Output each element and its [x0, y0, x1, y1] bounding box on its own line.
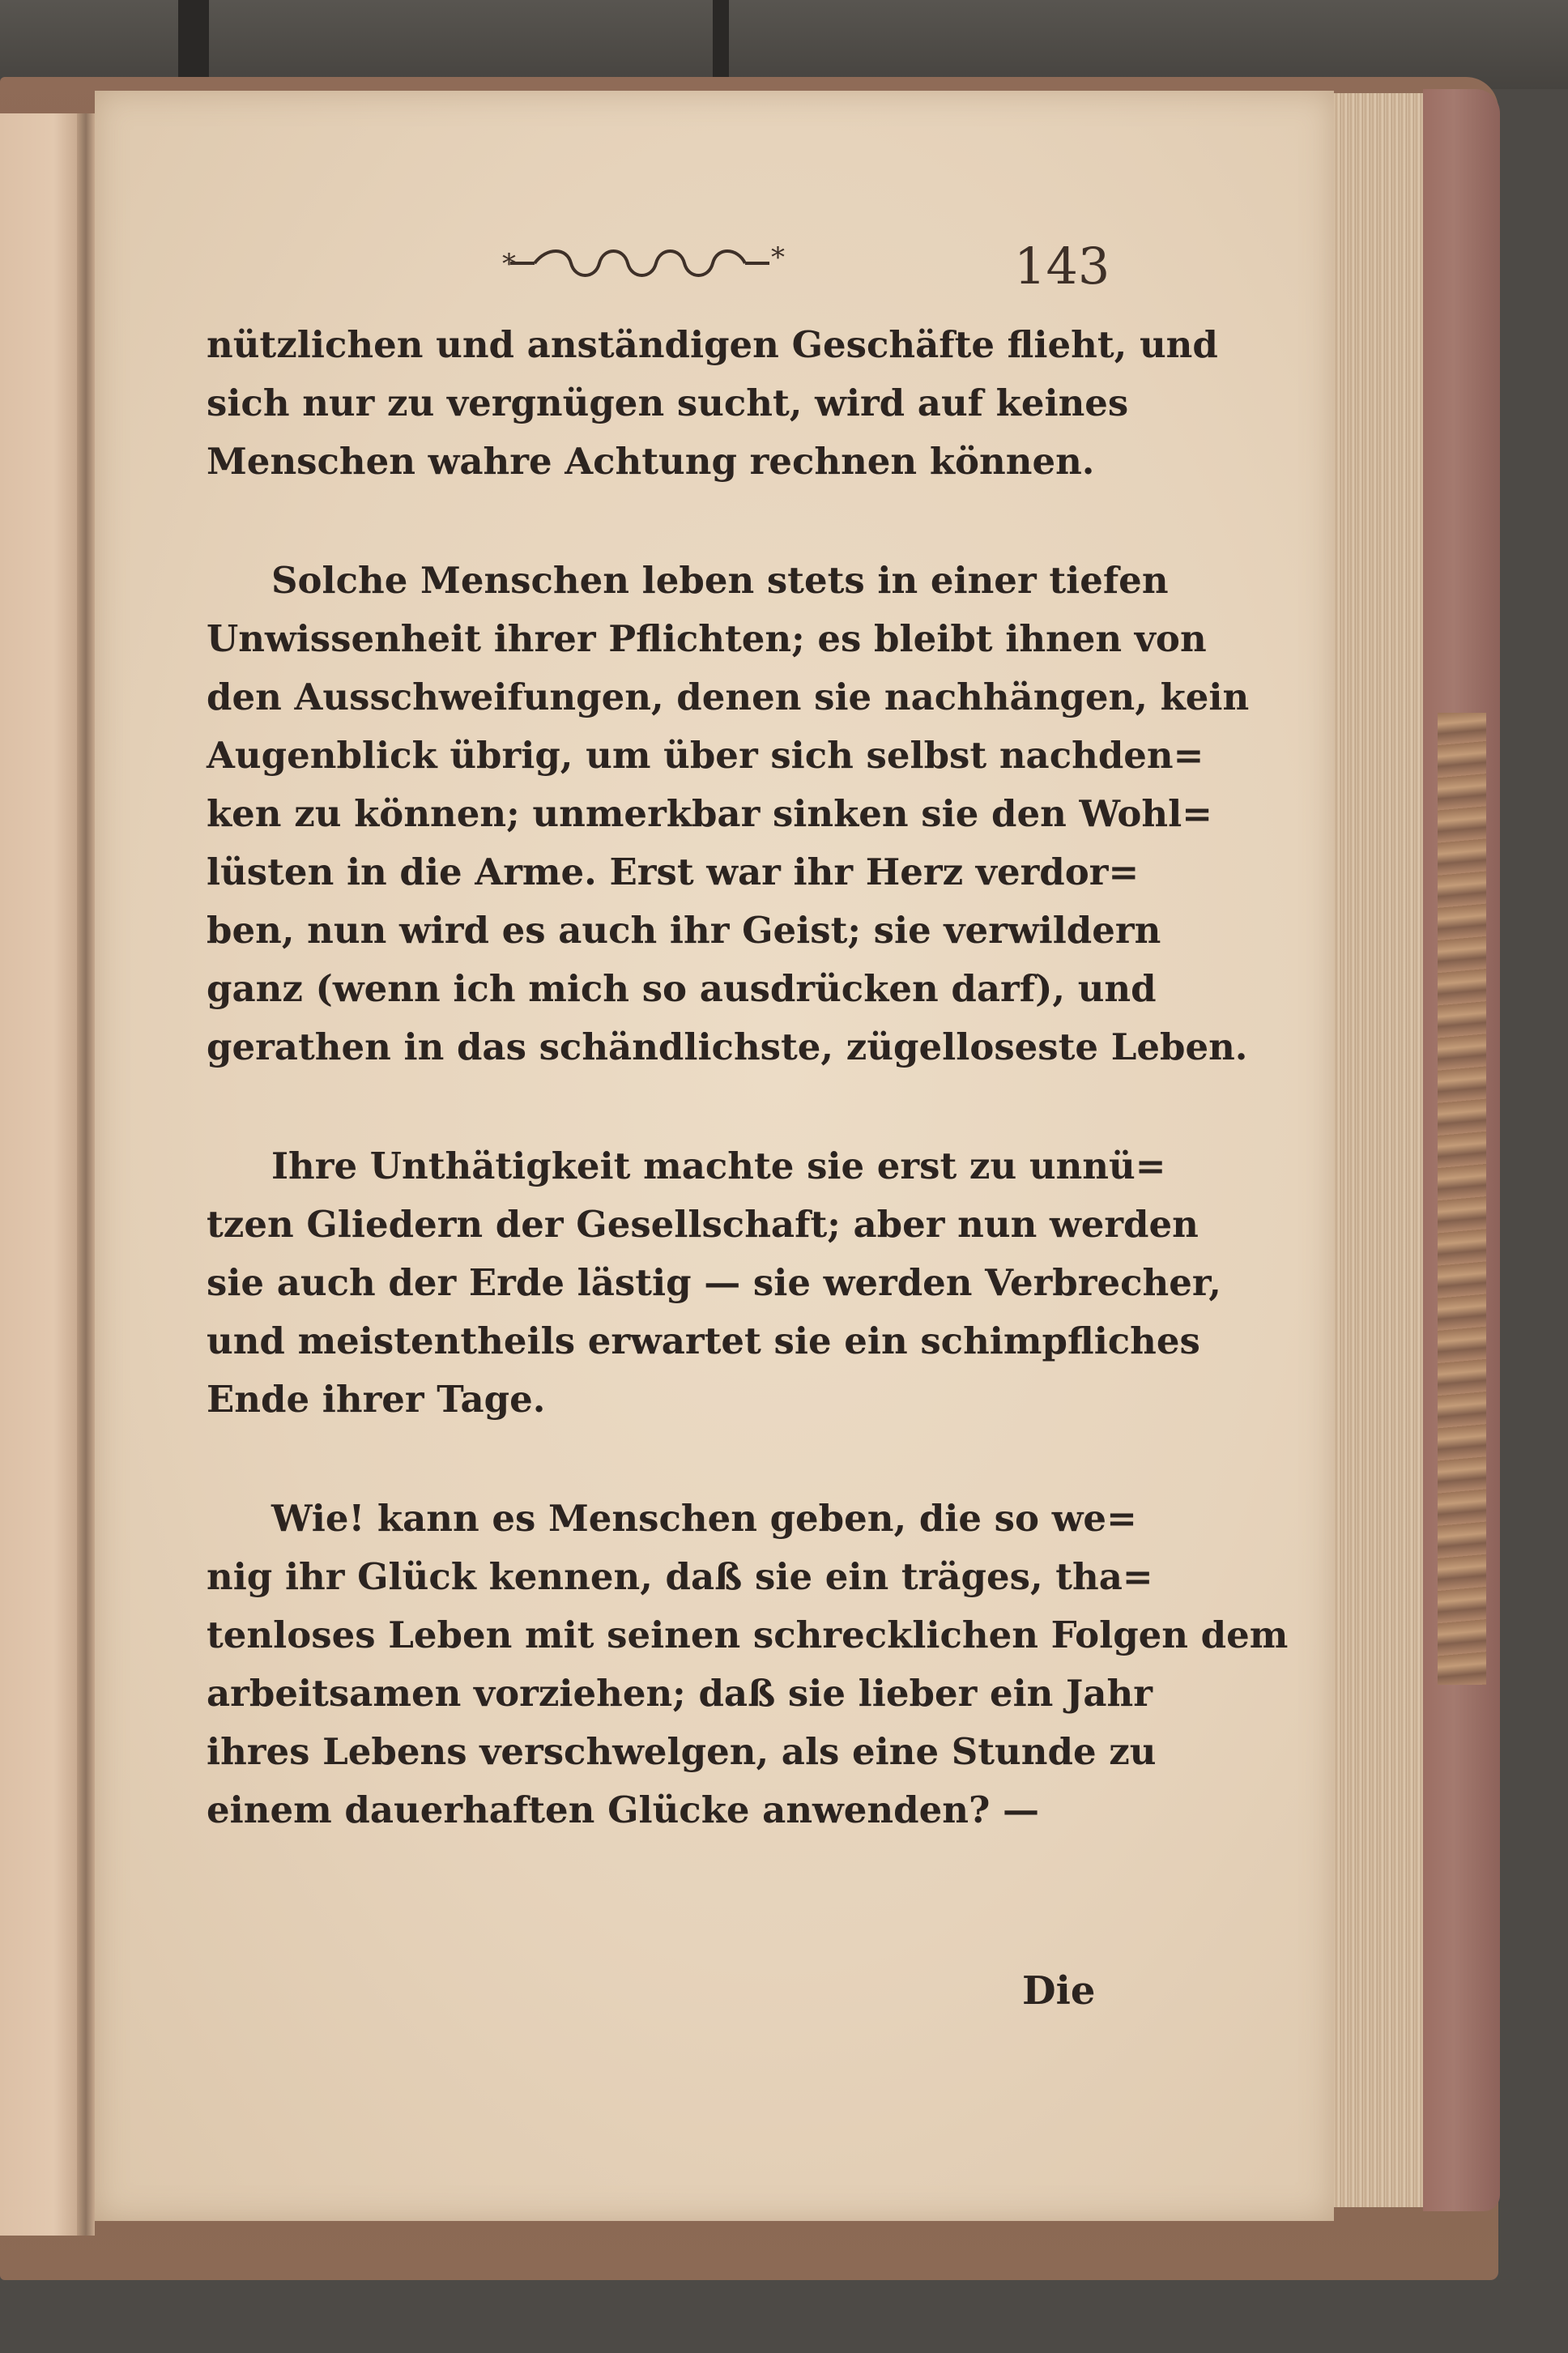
scan-dark-bar: [178, 0, 209, 89]
text-line: ben, nun wird es auch ihr Geist; sie verwildern: [207, 909, 1161, 952]
marbled-cover-pattern: [1438, 713, 1486, 1685]
book-gutter: [77, 113, 95, 2236]
text-line: Augenblick übrig, um über sich selbst nachden=: [207, 734, 1204, 777]
text-line: Menschen wahre Achtung rechnen können.: [207, 440, 1095, 483]
text-line: Solche Menschen leben stets in einer tiefen: [271, 559, 1169, 602]
page-number: 143: [1014, 237, 1110, 296]
text-line: arbeitsamen vorziehen; daß sie lieber ein Jahr: [207, 1672, 1153, 1715]
svg-text:*: *: [771, 241, 785, 274]
text-line: Ihre Unthätigkeit machte sie erst zu unnü=: [271, 1145, 1166, 1187]
text-line: ken zu können; unmerkbar sinken sie den Wohl=: [207, 792, 1212, 835]
paragraph: [207, 552, 1250, 1076]
text-line: sich nur zu vergnügen sucht, wird auf keines: [207, 382, 1129, 424]
scroll-ornament-icon: [502, 239, 794, 288]
paragraph: [207, 1490, 1289, 1839]
paragraph: [207, 1137, 1221, 1429]
text-line: den Ausschweifungen, denen sie nachhängen, kein: [207, 676, 1250, 718]
text-line: gerathen in das schändlichste, zügelloseste Leben.: [207, 1025, 1248, 1068]
text-line: einem dauerhaften Glücke anwenden? —: [207, 1788, 1039, 1831]
facing-page-edge: [0, 113, 77, 2236]
body-text: [207, 316, 1289, 1839]
text-line: Unwissenheit ihrer Pflichten; es bleibt ihnen von: [207, 617, 1207, 660]
scan-background: [0, 0, 1568, 89]
text-line: und meistentheils erwartet sie ein schimpfliches: [207, 1319, 1200, 1362]
text-line: Wie! kann es Menschen geben, die so we=: [271, 1497, 1137, 1540]
text-line: lüsten in die Arme. Erst war ihr Herz verdor=: [207, 850, 1140, 893]
text-line: nig ihr Glück kennen, daß sie ein träges, tha=: [207, 1555, 1153, 1598]
text-line: ihres Lebens verschwelgen, als eine Stunde zu: [207, 1730, 1157, 1773]
text-line: nützlichen und anständigen Geschäfte flieht, und: [207, 323, 1218, 366]
catchword: Die: [1022, 1968, 1096, 2014]
scan-dark-bar: [713, 0, 729, 89]
page-stack-edges: [1334, 93, 1423, 2207]
paragraph: [207, 316, 1218, 491]
svg-text:*: *: [502, 248, 516, 280]
text-line: tzen Gliedern der Gesellschaft; aber nun werden: [207, 1203, 1199, 1246]
text-line: sie auch der Erde lästig — sie werden Verbrecher,: [207, 1261, 1221, 1304]
text-line: ganz (wenn ich mich so ausdrücken darf), und: [207, 967, 1157, 1010]
text-line: tenloses Leben mit seinen schrecklichen Folgen dem: [207, 1613, 1289, 1656]
text-line: Ende ihrer Tage.: [207, 1378, 546, 1421]
